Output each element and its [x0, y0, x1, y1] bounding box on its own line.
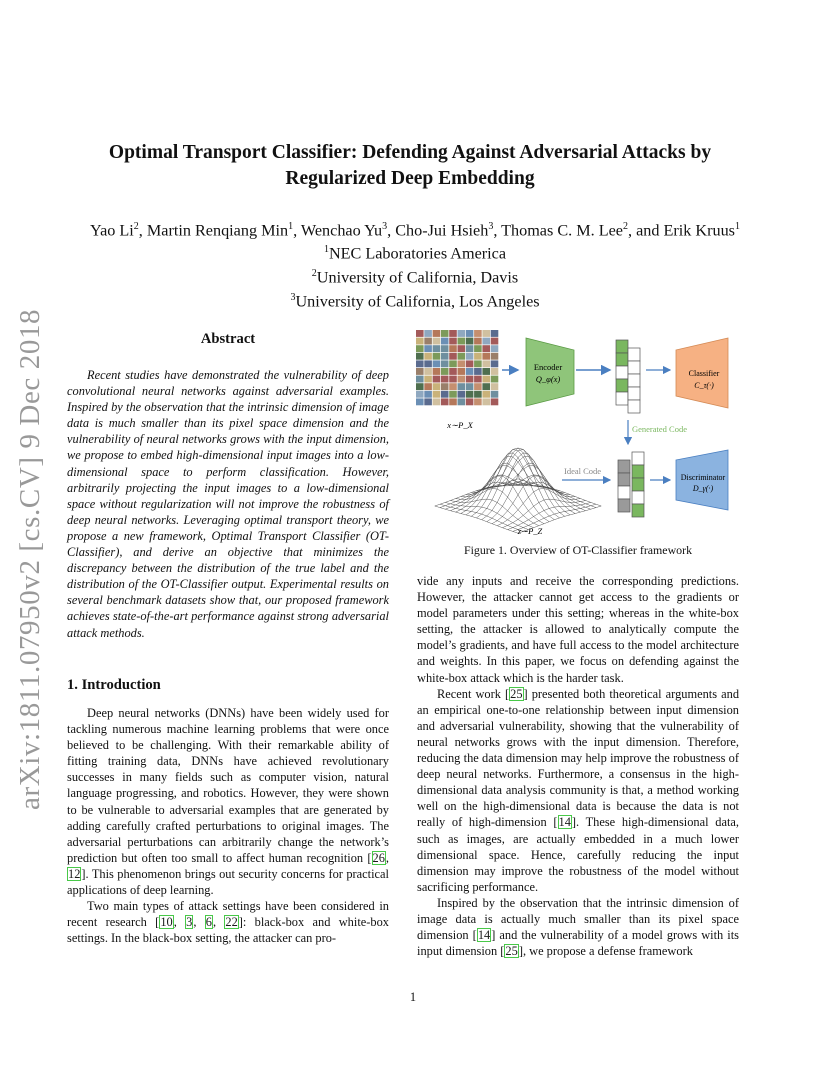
citation-link[interactable]: 22 [225, 915, 238, 930]
text-run: , [385, 850, 389, 865]
image-thumbnail [482, 353, 490, 360]
citation-link[interactable]: 26 [372, 850, 385, 865]
image-thumbnail [474, 376, 482, 383]
image-thumbnail [441, 376, 449, 383]
author: Erik Kruus [663, 221, 735, 240]
image-thumbnail [491, 398, 499, 405]
affiliation-sup: 1 [323, 244, 329, 256]
text-run: Two main types of attack settings have been considered in recent research [ [67, 899, 389, 930]
image-thumbnail [466, 391, 474, 398]
code-cell [632, 491, 644, 504]
affiliation [60, 264, 770, 288]
image-thumbnail [482, 330, 490, 337]
code-cell [616, 379, 628, 392]
image-thumbnail [424, 383, 432, 390]
image-thumbnail [491, 383, 499, 390]
author: Yao Li [90, 221, 134, 240]
introduction-body [67, 705, 389, 946]
surface-line [466, 456, 549, 515]
image-thumbnail [416, 338, 424, 345]
abstract-body [67, 367, 389, 641]
affiliation [60, 240, 770, 264]
encoder-block [526, 338, 574, 406]
text-run: ]: black-box and white-box settings. In the black-box setting, the attacker can pro- [67, 915, 389, 946]
citation-link[interactable]: 3 [186, 915, 193, 930]
code-cell [628, 361, 640, 374]
author-block [60, 217, 770, 312]
image-thumbnail [458, 391, 466, 398]
image-thumbnail [416, 398, 424, 405]
image-thumbnail [416, 368, 424, 375]
image-thumbnail [458, 383, 466, 390]
body-paragraph [417, 895, 739, 959]
x-distribution-label: x∼P_X [447, 420, 473, 430]
image-thumbnail [458, 345, 466, 352]
citation-link[interactable]: 14 [558, 815, 571, 830]
author: Cho-Jui Hsieh [395, 221, 489, 240]
author: Wenchao Yu [300, 221, 383, 240]
image-thumbnail [433, 376, 441, 383]
author-list: Yao Li$^2$, Martin Renqiang Min$^1$, Wenchao Yu$^3$, Cho-Jui Hsieh$^3$, Thomas C. M. Lee$^2$, and Erik Kruus$^1$ [90, 221, 740, 240]
affiliation-name: University of California, Davis [316, 268, 519, 287]
image-thumbnail [482, 376, 490, 383]
image-thumbnail [474, 345, 482, 352]
image-thumbnail [482, 360, 490, 367]
citation-link[interactable]: 14 [477, 928, 491, 943]
code-cell [618, 499, 630, 512]
code-cell [632, 478, 644, 491]
surface-line [456, 489, 539, 526]
image-thumbnail [424, 345, 432, 352]
image-thumbnail [449, 368, 457, 375]
text-run: ]. This phenomenon brings out security concerns for practical applications of deep learning. [67, 866, 389, 898]
image-thumbnail [449, 360, 457, 367]
surface-line [497, 489, 580, 526]
image-thumbnail [491, 360, 499, 367]
abstract-heading: Abstract [200, 331, 256, 347]
image-thumbnail [449, 345, 457, 352]
image-thumbnail [433, 338, 441, 345]
image-thumbnail [441, 398, 449, 405]
image-thumbnail [474, 360, 482, 367]
image-thumbnail [441, 330, 449, 337]
image-thumbnail [424, 338, 432, 345]
image-thumbnail [449, 353, 457, 360]
image-thumbnail [466, 353, 474, 360]
author-sup: 3 [488, 221, 494, 232]
text-run: Inspired by the observation that the intrinsic dimension of image data is actually much smaller than its pixel space dimension [ [417, 895, 739, 943]
image-thumbnail [433, 391, 441, 398]
image-thumbnail [441, 360, 449, 367]
image-thumbnail [482, 398, 490, 405]
affiliation [60, 288, 770, 312]
image-thumbnail [433, 383, 441, 390]
image-thumbnail [491, 376, 499, 383]
citation-link[interactable]: 6 [205, 915, 212, 930]
paper-title [60, 140, 760, 192]
text-run: ] and the vulnerability of a model grows with its input dimension [ [417, 928, 739, 959]
affiliation-name: University of California, Los Angeles [295, 292, 540, 311]
image-thumbnail [458, 376, 466, 383]
code-cell [632, 504, 644, 517]
image-thumbnail [482, 368, 490, 375]
image-thumbnail [466, 345, 474, 352]
image-thumbnail [474, 353, 482, 360]
input-image-grid [416, 330, 498, 405]
classifier-function: C_τ(·) [694, 381, 714, 390]
image-thumbnail [424, 353, 432, 360]
image-thumbnail [416, 353, 424, 360]
abstract-text: Recent studies have demonstrated the vulnerability of deep convolutional neural networks against adversarial examples. Inspired by the observation that the intrinsic dimension of image data is much smaller than its pixel space dimension and the vulnerability of neural networks grows with the input dimension, we propose to embed high-dimensional input images into a low-dimensional space to perform classification. However, arbitrarily projecting the input images to a low-dimensional space without regularization will not improve the robustness of deep neural networks. Leveraging optimal transport theory, we propose a new framework, Optimal Transport Classifier (OT-Classifier), and derive an objective that minimizes the discrepancy between the distribution of the true label and the distribution of the OT-Classifier output. Experimental results on several benchmark datasets show that, our proposed framework achieves state-of-the-art performance against strong adversarial attack methods. [67, 368, 389, 640]
author-sup: 3 [382, 221, 388, 232]
title-line-2: Regularized Deep Embedding [285, 168, 535, 189]
image-thumbnail [466, 376, 474, 383]
image-thumbnail [458, 368, 466, 375]
image-thumbnail [424, 398, 432, 405]
image-thumbnail [433, 353, 441, 360]
code-cell [628, 374, 640, 387]
citation-link[interactable]: 25 [510, 686, 523, 701]
image-thumbnail [474, 398, 482, 405]
figure-1-diagram [414, 328, 744, 538]
image-thumbnail [491, 345, 499, 352]
author: Thomas C. M. Lee [501, 221, 623, 240]
image-thumbnail [458, 330, 466, 337]
ideal-code-label: Ideal Code [564, 466, 602, 476]
image-thumbnail [449, 398, 457, 405]
affiliation-name: NEC Laboratories America [328, 244, 507, 263]
code-cell [618, 473, 630, 486]
author-sup: 2 [622, 221, 628, 232]
image-thumbnail [474, 391, 482, 398]
code-cell [628, 348, 640, 361]
citation-link[interactable]: 10 [160, 915, 173, 930]
text-run: Deep neural networks (DNNs) have been widely used for tackling numerous machine learning problems that were once believed to be challenging. With their remarkable ability of fitting training data, DNNs have achieved revolutionary successes in many fields such as computer vision, natural language progressing, and robotics. However, they were shown to be vulnerable to adversarial examples that are generated by adding carefully crafted perturbations to original images. The adversarial perturbations can arbitrarily change the network’s prediction but often too small to affect human recognition [ [67, 706, 389, 865]
image-thumbnail [466, 338, 474, 345]
author: Martin Renqiang Min [146, 221, 289, 240]
body-paragraph [417, 686, 739, 895]
image-thumbnail [441, 353, 449, 360]
text-run: ] presented both theoretical arguments and an empirical one-to-one relationship between input dimension and adversarial vulnerability, showing that the vulnerability of neural networks grows with the input dimension. Therefore, reducing the data dimension may help improve the robustness of deep neural networks. Furthermore, a consensus in the high-dimensional data analysis community is that, a method working well on the high-dimensional data is because the data is not really of high-dimension [ [417, 686, 740, 830]
image-thumbnail [466, 360, 474, 367]
gaussian-surface [435, 448, 601, 533]
image-thumbnail [449, 383, 457, 390]
author-sup: 1 [288, 221, 294, 232]
image-thumbnail [441, 345, 449, 352]
image-thumbnail [449, 330, 457, 337]
image-thumbnail [482, 345, 490, 352]
generated-code-vector [616, 340, 640, 413]
image-thumbnail [424, 376, 432, 383]
encoder-label: Encoder [533, 362, 563, 372]
image-thumbnail [416, 330, 424, 337]
author-sup: 2 [133, 221, 139, 232]
text-run: ]. These high-dimensional data, such as images, are actually embedded in a much lower dimensional space. Hence, carefully reducing the input dimension may improve the robustness of the model without sacrificing performance. [417, 815, 739, 894]
code-cell [616, 353, 628, 366]
body-paragraph: vide any inputs and receive the corresponding predictions. However, the attacker cannot get access to the gradients or model parameters under this setting; whereas in the white-box setting, the attacker is allowed to analytically compute the model’s gradients, and have full access to the model architecture and weights. In this paper, we focus on defending against the white-box attack which is the harder task. [417, 574, 739, 685]
figure-caption: Figure 1. Overview of OT-Classifier framework [463, 543, 693, 557]
discriminator-label: Discriminator [680, 473, 726, 482]
image-thumbnail [441, 383, 449, 390]
image-thumbnail [482, 383, 490, 390]
text-run: , [173, 915, 186, 930]
code-cell [618, 486, 630, 499]
image-thumbnail [466, 398, 474, 405]
image-thumbnail [424, 330, 432, 337]
image-thumbnail [449, 376, 457, 383]
image-thumbnail [433, 360, 441, 367]
image-thumbnail [458, 338, 466, 345]
code-cell [628, 400, 640, 413]
z-distribution-label: z∼P_Z [517, 526, 543, 536]
image-thumbnail [491, 368, 499, 375]
code-cell [616, 392, 628, 405]
image-thumbnail [441, 391, 449, 398]
surface-line [435, 506, 518, 533]
citation-link[interactable]: 25 [505, 944, 518, 959]
image-thumbnail [491, 338, 499, 345]
image-thumbnail [424, 391, 432, 398]
author-sup: 1 [734, 221, 740, 232]
image-thumbnail [433, 345, 441, 352]
image-thumbnail [466, 383, 474, 390]
image-thumbnail [458, 353, 466, 360]
image-thumbnail [458, 398, 466, 405]
code-vectors-lower [618, 452, 644, 517]
classifier-label: Classifier [688, 369, 720, 378]
surface-line [487, 456, 570, 515]
image-thumbnail [466, 368, 474, 375]
image-thumbnail [482, 338, 490, 345]
image-thumbnail [441, 368, 449, 375]
code-cell [632, 465, 644, 478]
intro-paragraph [67, 705, 389, 898]
affiliation-sup: 3 [290, 292, 296, 304]
image-thumbnail [491, 330, 499, 337]
image-thumbnail [416, 391, 424, 398]
code-cell [632, 452, 644, 465]
code-cell [616, 340, 628, 353]
image-thumbnail [416, 383, 424, 390]
image-thumbnail [466, 330, 474, 337]
image-thumbnail [433, 398, 441, 405]
image-thumbnail [474, 383, 482, 390]
image-thumbnail [449, 338, 457, 345]
image-thumbnail [433, 368, 441, 375]
image-thumbnail [458, 360, 466, 367]
image-thumbnail [482, 391, 490, 398]
text-run: ], we propose a defense framework [518, 944, 693, 959]
image-thumbnail [416, 376, 424, 383]
intro-paragraph [67, 898, 389, 946]
arxiv-stamp: arXiv:1811.07950v2 [cs.CV] 9 Dec 2018 [14, 308, 46, 810]
discriminator-function: D_γ(·) [692, 484, 714, 493]
generated-code-label: Generated Code [632, 424, 687, 434]
page-number: 1 [409, 990, 417, 1004]
image-thumbnail [474, 368, 482, 375]
code-cell [616, 366, 628, 379]
text-run: , [193, 915, 205, 930]
text-run: Recent work [ [437, 686, 510, 701]
title-line-1: Optimal Transport Classifier: Defending Against Adversarial Attacks by [108, 142, 712, 163]
right-column-body [417, 573, 739, 959]
encoder-function: Q_φ(x) [535, 374, 561, 384]
section-heading-introduction: 1. Introduction [67, 677, 161, 693]
citation-link[interactable]: 12 [68, 866, 81, 881]
image-thumbnail [424, 368, 432, 375]
image-thumbnail [491, 353, 499, 360]
image-thumbnail [424, 360, 432, 367]
code-cell [618, 460, 630, 473]
image-thumbnail [491, 391, 499, 398]
image-thumbnail [441, 338, 449, 345]
image-thumbnail [474, 338, 482, 345]
image-thumbnail [416, 345, 424, 352]
affiliation-sup: 2 [311, 268, 317, 280]
image-thumbnail [433, 330, 441, 337]
code-cell [628, 387, 640, 400]
image-thumbnail [416, 360, 424, 367]
image-thumbnail [449, 391, 457, 398]
image-thumbnail [474, 330, 482, 337]
text-run: , [212, 915, 225, 930]
surface-line [440, 504, 523, 531]
